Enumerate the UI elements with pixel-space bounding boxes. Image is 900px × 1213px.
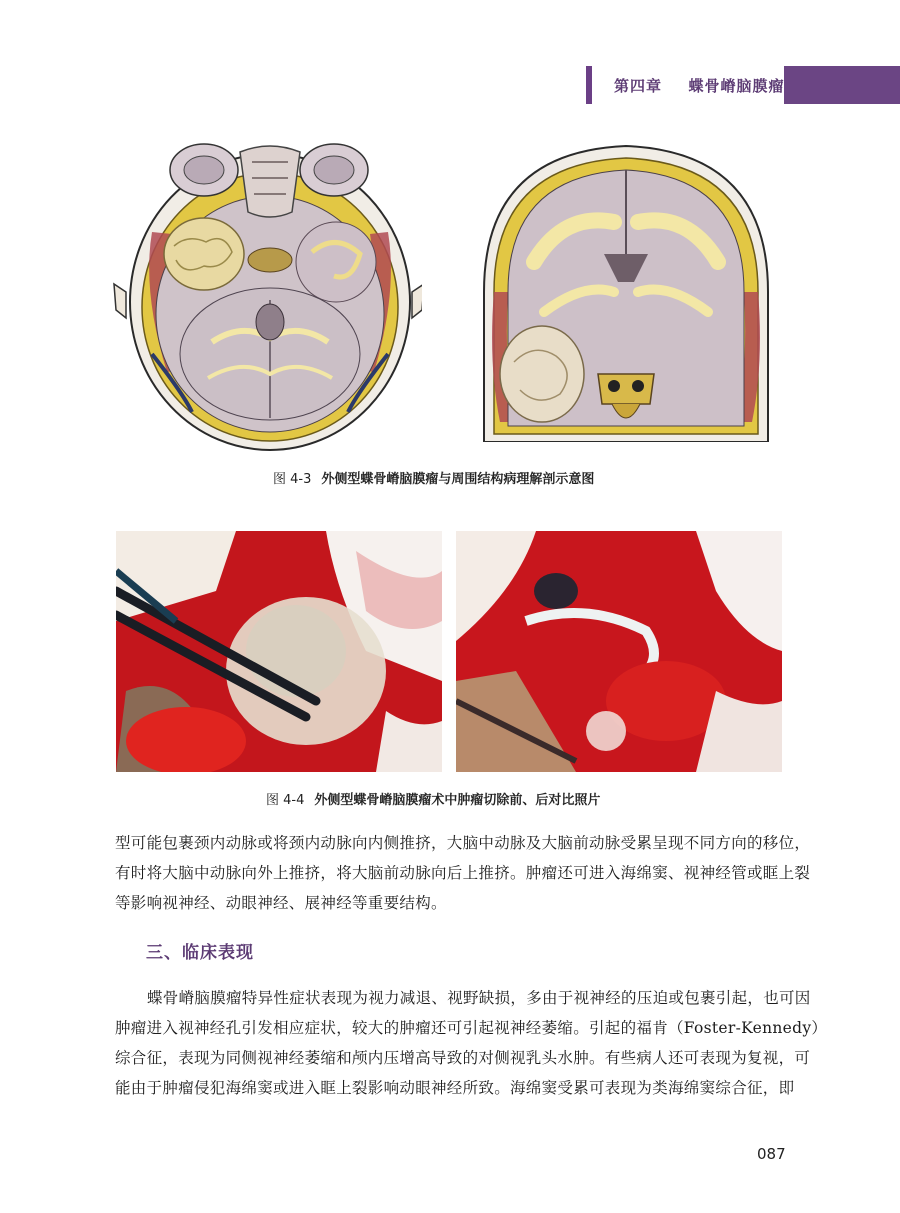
- figure-4-3-caption: [273, 468, 594, 487]
- text-line: 能由于肿瘤侵犯海绵窦或进入眶上裂影响动眼神经所致。海绵窦受累可表现为类海绵窦综合征，即: [115, 1079, 795, 1097]
- header-color-block: [784, 66, 900, 104]
- figure-caption-text: 外侧型蝶骨嵴脑膜瘤与周围结构病理解剖示意图: [321, 472, 595, 487]
- surgery-photo-before: [116, 531, 442, 772]
- chapter-header: [586, 66, 900, 104]
- text-line: 综合征，表现为同侧视神经萎缩和颅内压增高导致的对侧视乳头水肿。有些病人还可表现为复视，可: [115, 1049, 811, 1067]
- text-line: 型可能包裹颈内动脉或将颈内动脉向内侧推挤，大脑中动脉及大脑前动脉受累呈现不同方向的移位，: [115, 834, 811, 852]
- chapter-label: [614, 75, 785, 96]
- text-line: 等影响视神经、动眼神经、展神经等重要结构。: [115, 894, 447, 912]
- text-line: 有时将大脑中动脉向外上推挤，将大脑前动脉向后上推挤。肿瘤还可进入海绵窦、视神经管或眶上裂: [115, 864, 811, 882]
- figure-number: 图 4-4: [266, 793, 305, 808]
- axial-brain-illustration: [112, 142, 422, 454]
- figure-4-3: [112, 142, 788, 454]
- chapter-title: 蝶骨嵴脑膜瘤: [688, 77, 785, 95]
- figure-number: 图 4-3: [273, 472, 312, 487]
- header-stripe: [586, 66, 592, 104]
- figure-4-4-caption: [266, 789, 600, 808]
- text-line: 肿瘤进入视神经孔引发相应症状，较大的肿瘤还可引起视神经萎缩。引起的福肯（Foster-Kennedy）: [115, 1019, 828, 1037]
- surgery-photo-after: [456, 531, 782, 772]
- section-heading: 三、临床表现: [146, 943, 254, 963]
- page-number: 087: [757, 1145, 786, 1163]
- paragraph-continued: [115, 828, 811, 918]
- figure-caption-text: 外侧型蝶骨嵴脑膜瘤术中肿瘤切除前、后对比照片: [314, 793, 601, 808]
- chapter-number: 第四章: [614, 77, 663, 95]
- paragraph-clinical: [115, 983, 828, 1103]
- text-line: 蝶骨嵴脑膜瘤特异性症状表现为视力减退、视野缺损，多由于视神经的压迫或包裹引起，也可因: [147, 989, 811, 1007]
- coronal-brain-illustration: [464, 142, 788, 442]
